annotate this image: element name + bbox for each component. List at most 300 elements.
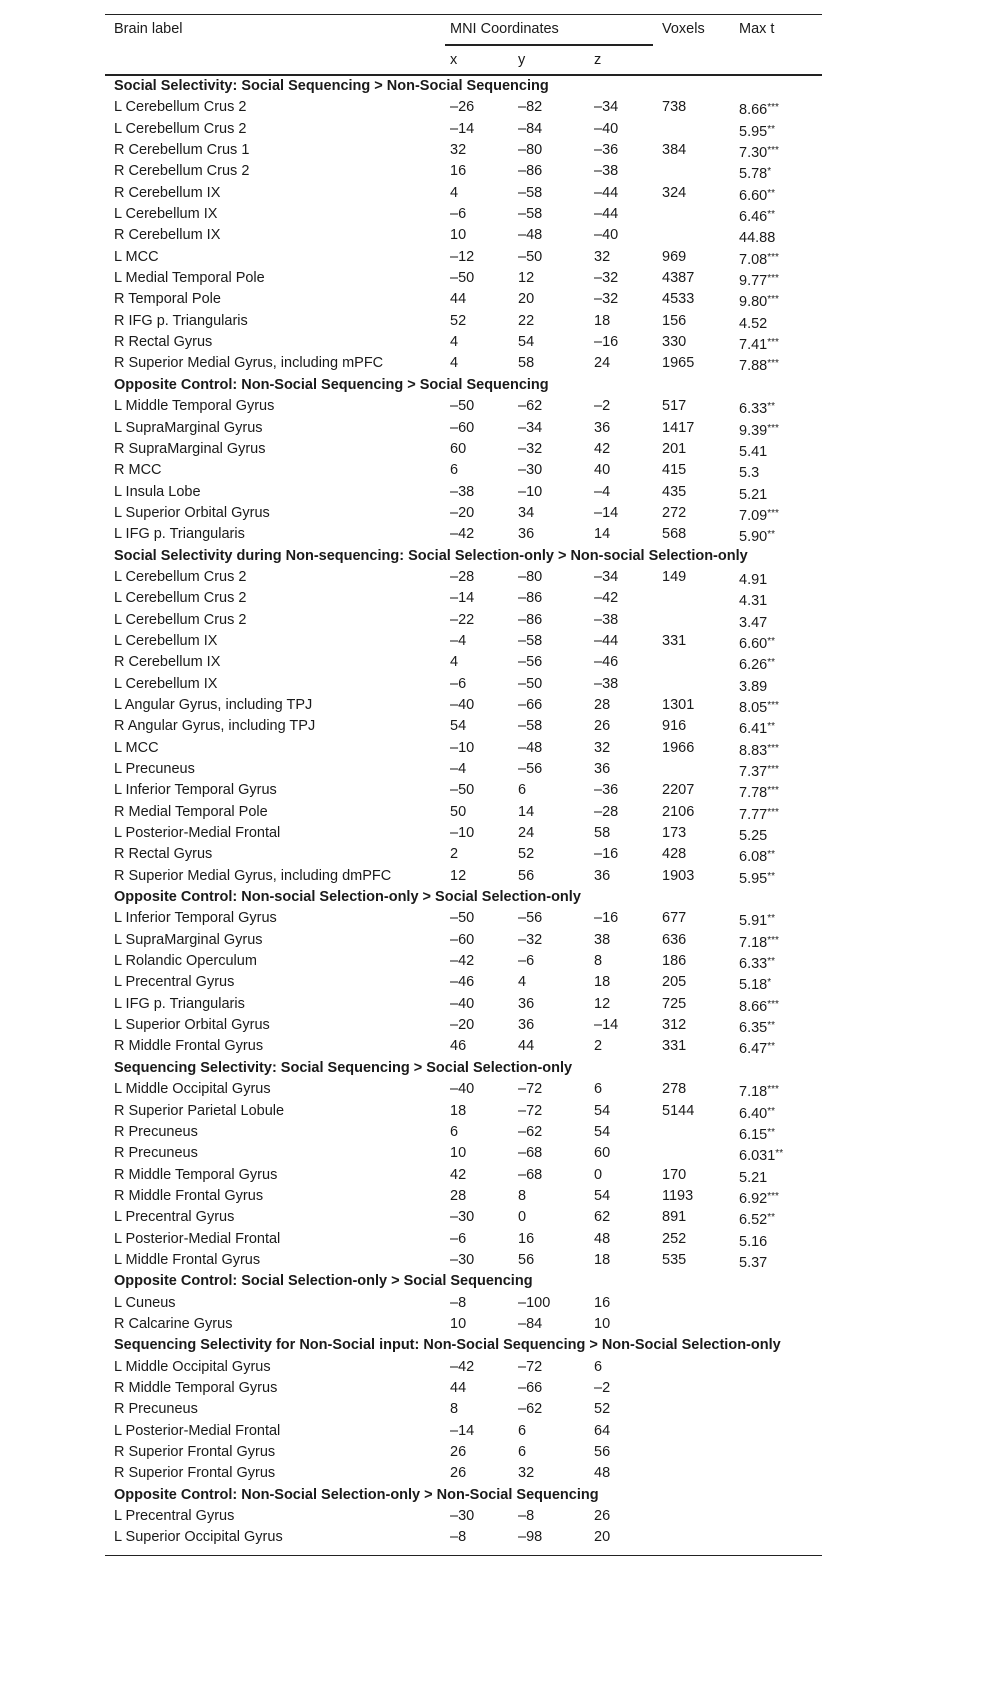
table-row — [105, 1101, 822, 1122]
voxels-cell: 149 — [662, 568, 687, 585]
y-coordinate-cell: –72 — [518, 1358, 543, 1375]
y-coordinate-cell: 44 — [518, 1038, 535, 1055]
table-row — [105, 247, 822, 268]
voxels-cell: 517 — [662, 398, 687, 415]
max-t-value: 7.09 — [739, 507, 768, 524]
x-coordinate-cell: 52 — [450, 312, 467, 329]
table-row — [105, 353, 822, 374]
x-coordinate-cell: 26 — [450, 1465, 467, 1482]
x-coordinate-cell: 44 — [450, 1379, 467, 1396]
x-coordinate-cell: –26 — [450, 99, 475, 116]
z-coordinate-cell: 18 — [594, 974, 611, 991]
brain-label-cell: L MCC — [114, 739, 159, 756]
table-row — [105, 332, 822, 353]
mni-underline — [445, 44, 653, 46]
voxels-cell: 1417 — [662, 419, 695, 436]
brain-label-cell: L Medial Temporal Pole — [114, 270, 265, 287]
z-coordinate-cell: 6 — [594, 1081, 603, 1098]
z-coordinate-cell: –44 — [594, 206, 619, 223]
brain-label-cell: R Medial Temporal Pole — [114, 803, 268, 820]
x-coordinate-cell: 32 — [450, 142, 467, 159]
z-coordinate-cell: –34 — [594, 99, 619, 116]
x-coordinate-cell: 2 — [450, 846, 459, 863]
x-coordinate-cell: –40 — [450, 1081, 475, 1098]
brain-label-cell: R Superior Frontal Gyrus — [114, 1465, 276, 1482]
voxels-cell: 415 — [662, 462, 687, 479]
section-header-row — [105, 76, 822, 97]
z-coordinate-cell: 26 — [594, 1508, 611, 1525]
brain-label-cell: L Superior Orbital Gyrus — [114, 1017, 270, 1034]
section-header-row — [105, 375, 822, 396]
voxels-cell: 5144 — [662, 1102, 695, 1119]
x-coordinate-cell: –50 — [450, 782, 475, 799]
table-row — [105, 908, 822, 929]
brain-label-cell: L Cerebellum IX — [114, 206, 218, 223]
voxels-cell: 384 — [662, 142, 687, 159]
max-t-value: 5.21 — [739, 486, 768, 503]
voxels-cell: 278 — [662, 1081, 687, 1098]
section-title: Opposite Control: Non-Social Sequencing > Social Sequencing — [114, 376, 549, 393]
x-coordinate-cell: –14 — [450, 590, 475, 607]
z-coordinate-cell: 56 — [594, 1444, 611, 1460]
table-row — [105, 204, 822, 225]
section-title: Social Selectivity: Social Sequencing > Non-Social Sequencing — [114, 78, 549, 94]
max-t-value: 5.21 — [739, 1169, 768, 1186]
significance-stars: *** — [767, 785, 779, 797]
brain-label-cell: R Precuneus — [114, 1401, 198, 1418]
significance-stars: *** — [767, 998, 779, 1010]
brain-label-cell: L Superior Occipital Gyrus — [114, 1529, 283, 1546]
y-coordinate-cell: –68 — [518, 1166, 543, 1183]
table-row — [105, 183, 822, 204]
z-coordinate-cell: –2 — [594, 1379, 611, 1396]
x-coordinate-cell: –50 — [450, 910, 475, 927]
z-coordinate-cell: 54 — [594, 1123, 611, 1140]
brain-label-cell: L Posterior-Medial Frontal — [114, 825, 281, 842]
x-coordinate-cell: –42 — [450, 526, 475, 543]
y-coordinate-cell: 32 — [518, 1465, 535, 1482]
voxels-cell: 677 — [662, 910, 687, 927]
significance-stars: *** — [767, 294, 779, 306]
z-coordinate-cell: 52 — [594, 1401, 611, 1418]
section-header-row — [105, 1271, 822, 1292]
table-row — [105, 1143, 822, 1164]
z-coordinate-cell: –44 — [594, 184, 619, 201]
x-coordinate-cell: –42 — [450, 953, 475, 970]
z-coordinate-cell: –36 — [594, 142, 619, 159]
z-coordinate-cell: –4 — [594, 483, 611, 500]
voxels-cell: 156 — [662, 312, 687, 329]
x-coordinate-cell: –60 — [450, 931, 475, 948]
max-t-value: 5.78 — [739, 166, 768, 183]
y-coordinate-cell: 58 — [518, 355, 535, 372]
voxels-cell: 428 — [662, 846, 687, 863]
section-header-row — [105, 1058, 822, 1079]
y-coordinate-cell: –72 — [518, 1102, 543, 1119]
z-coordinate-cell: 18 — [594, 312, 611, 329]
table-row — [105, 1421, 822, 1442]
table-row — [105, 1186, 822, 1207]
y-coordinate-cell: –84 — [518, 1315, 543, 1332]
brain-label-cell: R IFG p. Triangularis — [114, 312, 248, 329]
y-coordinate-cell: –8 — [518, 1508, 535, 1525]
z-coordinate-cell: 18 — [594, 1251, 611, 1268]
table-row — [105, 140, 822, 161]
max-t-value: 5.95 — [739, 123, 768, 140]
voxels-cell: 2207 — [662, 782, 695, 799]
table-row — [105, 951, 822, 972]
significance-stars: *** — [767, 699, 779, 711]
x-coordinate-cell: 54 — [450, 718, 467, 735]
max-t-value: 3.89 — [739, 678, 768, 695]
brain-label-cell: L Posterior-Medial Frontal — [114, 1422, 281, 1439]
max-t-value: 5.90 — [739, 529, 768, 546]
x-coordinate-cell: –8 — [450, 1294, 467, 1311]
z-coordinate-cell: –38 — [594, 675, 619, 692]
table-row — [105, 311, 822, 332]
max-t-value: 6.15 — [739, 1126, 768, 1143]
section-header-row — [105, 887, 822, 908]
y-coordinate-cell: –50 — [518, 248, 543, 265]
y-coordinate-cell: 6 — [518, 1444, 527, 1460]
x-coordinate-cell: –30 — [450, 1209, 475, 1226]
header-brain-label: Brain label — [114, 21, 183, 37]
header-max-t: Max t — [739, 21, 775, 37]
max-t-value: 8.66 — [739, 102, 768, 119]
y-coordinate-cell: –100 — [518, 1294, 551, 1311]
max-t-value: 5.16 — [739, 1233, 768, 1250]
brain-label-cell: R Calcarine Gyrus — [114, 1315, 233, 1332]
max-t-value: 7.30 — [739, 145, 768, 162]
brain-label-cell: L IFG p. Triangularis — [114, 526, 245, 543]
z-coordinate-cell: 58 — [594, 825, 611, 842]
y-coordinate-cell: –58 — [518, 718, 543, 735]
max-t-value: 7.41 — [739, 337, 768, 354]
z-coordinate-cell: –36 — [594, 782, 619, 799]
z-coordinate-cell: 60 — [594, 1145, 611, 1162]
brain-label-cell: L Cerebellum IX — [114, 632, 218, 649]
y-coordinate-cell: 56 — [518, 1251, 535, 1268]
y-coordinate-cell: –58 — [518, 206, 543, 223]
y-coordinate-cell: –56 — [518, 910, 543, 927]
x-coordinate-cell: 10 — [450, 1315, 467, 1332]
z-coordinate-cell: –14 — [594, 504, 619, 521]
table-row — [105, 930, 822, 951]
y-coordinate-cell: –56 — [518, 761, 543, 777]
y-coordinate-cell: 20 — [518, 291, 535, 308]
table-row — [105, 1293, 822, 1314]
section-title: Opposite Control: Non-Social Selection-only > Non-Social Sequencing — [114, 1486, 599, 1503]
z-coordinate-cell: 62 — [594, 1209, 611, 1226]
table-row — [105, 1399, 822, 1420]
x-coordinate-cell: 4 — [450, 334, 459, 351]
x-coordinate-cell: 10 — [450, 227, 467, 244]
voxels-cell: 2106 — [662, 803, 695, 820]
header-z: z — [594, 52, 602, 68]
max-t-value: 9.80 — [739, 294, 768, 311]
brain-label-cell: R Superior Medial Gyrus, including dmPFC — [114, 867, 392, 884]
table-bottom-rule — [105, 1555, 822, 1556]
z-coordinate-cell: 8 — [594, 953, 603, 970]
significance-stars: ** — [767, 209, 776, 221]
significance-stars: ** — [767, 956, 776, 968]
significance-stars: * — [767, 977, 772, 989]
x-coordinate-cell: 6 — [450, 1123, 459, 1140]
table-row — [105, 396, 822, 417]
x-coordinate-cell: –14 — [450, 1422, 475, 1439]
table-row — [105, 1506, 822, 1527]
brain-label-cell: L Cerebellum Crus 2 — [114, 568, 247, 585]
significance-stars: ** — [767, 1212, 776, 1224]
section-title: Opposite Control: Non-social Selection-only > Social Selection-only — [114, 889, 581, 906]
table-row — [105, 972, 822, 993]
brain-label-cell: R Precuneus — [114, 1123, 198, 1140]
max-t-value: 7.18 — [739, 1084, 768, 1101]
brain-label-cell: L Cerebellum IX — [114, 675, 218, 692]
table-row — [105, 225, 822, 246]
significance-stars: ** — [767, 187, 776, 199]
voxels-cell: 173 — [662, 825, 687, 842]
voxels-cell: 272 — [662, 504, 687, 521]
x-coordinate-cell: –22 — [450, 611, 475, 628]
x-coordinate-cell: 4 — [450, 654, 459, 671]
table-body — [105, 76, 822, 1549]
x-coordinate-cell: –46 — [450, 974, 475, 991]
brain-label-cell: L Precentral Gyrus — [114, 1209, 235, 1226]
y-coordinate-cell: –48 — [518, 227, 543, 244]
significance-stars: *** — [767, 422, 779, 434]
x-coordinate-cell: –28 — [450, 568, 475, 585]
y-coordinate-cell: 14 — [518, 803, 535, 820]
table-row — [105, 674, 822, 695]
section-header-row — [105, 546, 822, 567]
max-t-value: 8.05 — [739, 699, 768, 716]
y-coordinate-cell: 36 — [518, 526, 535, 543]
voxels-cell: 312 — [662, 1017, 687, 1034]
y-coordinate-cell: 12 — [518, 270, 535, 287]
brain-label-cell: R Superior Frontal Gyrus — [114, 1444, 276, 1460]
significance-stars: ** — [767, 1020, 776, 1032]
max-t-value: 5.91 — [739, 913, 768, 930]
table-row — [105, 759, 822, 780]
z-coordinate-cell: 40 — [594, 462, 611, 479]
z-coordinate-cell: 24 — [594, 355, 611, 372]
brain-label-cell: L Precentral Gyrus — [114, 1508, 235, 1525]
section-header-row — [105, 1485, 822, 1506]
x-coordinate-cell: –12 — [450, 248, 475, 265]
z-coordinate-cell: 36 — [594, 867, 611, 884]
brain-label-cell: L Middle Frontal Gyrus — [114, 1251, 261, 1268]
table-row — [105, 482, 822, 503]
max-t-value: 4.52 — [739, 315, 768, 332]
max-t-value: 4.31 — [739, 593, 768, 610]
significance-stars: *** — [767, 273, 779, 285]
x-coordinate-cell: –20 — [450, 1017, 475, 1034]
max-t-value: 5.37 — [739, 1254, 768, 1271]
max-t-value: 9.39 — [739, 422, 768, 439]
table-row — [105, 1378, 822, 1399]
x-coordinate-cell: 12 — [450, 867, 467, 884]
y-coordinate-cell: 16 — [518, 1230, 535, 1247]
significance-stars: *** — [767, 764, 779, 775]
x-coordinate-cell: 60 — [450, 440, 467, 457]
voxels-cell: 969 — [662, 248, 687, 265]
max-t-value: 7.18 — [739, 934, 768, 951]
x-coordinate-cell: 46 — [450, 1038, 467, 1055]
y-coordinate-cell: –32 — [518, 440, 543, 457]
brain-label-cell: L MCC — [114, 248, 159, 265]
header-x: x — [450, 52, 458, 68]
significance-stars: *** — [767, 1190, 779, 1202]
brain-label-cell: R Cerebellum IX — [114, 184, 221, 201]
x-coordinate-cell: –14 — [450, 120, 475, 137]
table-top-rule — [105, 14, 822, 15]
section-title: Opposite Control: Social Selection-only > Social Sequencing — [114, 1273, 533, 1290]
table-row — [105, 1036, 822, 1057]
z-coordinate-cell: 6 — [594, 1358, 603, 1375]
max-t-value: 6.60 — [739, 635, 768, 652]
significance-stars: ** — [767, 635, 776, 647]
y-coordinate-cell: –98 — [518, 1529, 543, 1546]
significance-stars: ** — [767, 123, 776, 135]
y-coordinate-cell: –66 — [518, 1379, 543, 1396]
brain-label-cell: L Middle Occipital Gyrus — [114, 1358, 271, 1375]
section-title: Social Selectivity during Non-sequencing: Social Selection-only > Non-social Selection-only — [114, 547, 748, 564]
voxels-cell: 331 — [662, 632, 687, 649]
brain-label-cell: L Inferior Temporal Gyrus — [114, 910, 277, 927]
x-coordinate-cell: –50 — [450, 398, 475, 415]
brain-label-cell: L Middle Temporal Gyrus — [114, 398, 275, 415]
significance-stars: ** — [767, 870, 776, 882]
voxels-cell: 1965 — [662, 355, 695, 372]
brain-label-cell: R Rectal Gyrus — [114, 846, 213, 863]
brain-label-cell: R Precuneus — [114, 1145, 198, 1162]
brain-label-cell: L Insula Lobe — [114, 483, 201, 500]
max-t-value: 7.77 — [739, 806, 768, 823]
y-coordinate-cell: –80 — [518, 142, 543, 159]
y-coordinate-cell: 22 — [518, 312, 535, 329]
table-row — [105, 1165, 822, 1186]
z-coordinate-cell: 32 — [594, 248, 611, 265]
voxels-cell: 916 — [662, 718, 687, 735]
x-coordinate-cell: –4 — [450, 761, 467, 777]
max-t-value: 5.41 — [739, 443, 768, 460]
z-coordinate-cell: 54 — [594, 1187, 611, 1204]
table-row — [105, 631, 822, 652]
brain-label-cell: L SupraMarginal Gyrus — [114, 931, 263, 948]
brain-label-cell: R Middle Frontal Gyrus — [114, 1038, 264, 1055]
x-coordinate-cell: 28 — [450, 1187, 467, 1204]
max-t-value: 6.41 — [739, 721, 768, 738]
voxels-cell: 435 — [662, 483, 687, 500]
max-t-value: 8.83 — [739, 742, 768, 759]
z-coordinate-cell: 42 — [594, 440, 611, 457]
x-coordinate-cell: 44 — [450, 291, 467, 308]
brain-label-cell: R Middle Frontal Gyrus — [114, 1187, 264, 1204]
voxels-cell: 201 — [662, 440, 687, 457]
y-coordinate-cell: –58 — [518, 184, 543, 201]
y-coordinate-cell: 52 — [518, 846, 535, 863]
x-coordinate-cell: –40 — [450, 696, 475, 713]
table-row — [105, 1463, 822, 1484]
table-row — [105, 1015, 822, 1036]
y-coordinate-cell: –32 — [518, 931, 543, 948]
significance-stars: ** — [767, 721, 776, 733]
z-coordinate-cell: 10 — [594, 1315, 611, 1332]
y-coordinate-cell: –48 — [518, 739, 543, 756]
y-coordinate-cell: –72 — [518, 1081, 543, 1098]
z-coordinate-cell: –40 — [594, 227, 619, 244]
z-coordinate-cell: 26 — [594, 718, 611, 735]
significance-stars: *** — [767, 145, 779, 157]
y-coordinate-cell: –34 — [518, 419, 543, 436]
max-t-value: 5.18 — [739, 977, 768, 994]
voxels-cell: 738 — [662, 99, 687, 116]
x-coordinate-cell: –40 — [450, 995, 475, 1012]
max-t-value: 6.08 — [739, 849, 768, 866]
max-t-value: 5.25 — [739, 828, 768, 845]
brain-label-cell: L Angular Gyrus, including TPJ — [114, 696, 313, 713]
significance-stars: *** — [767, 1084, 779, 1096]
z-coordinate-cell: 48 — [594, 1230, 611, 1247]
significance-stars: *** — [767, 102, 779, 114]
header-voxels: Voxels — [662, 21, 705, 37]
max-t-value: 6.46 — [739, 209, 768, 226]
x-coordinate-cell: –10 — [450, 739, 475, 756]
brain-label-cell: L Precentral Gyrus — [114, 974, 235, 991]
x-coordinate-cell: –6 — [450, 1230, 467, 1247]
table-row — [105, 652, 822, 673]
z-coordinate-cell: 36 — [594, 419, 611, 436]
y-coordinate-cell: 36 — [518, 995, 535, 1012]
z-coordinate-cell: 38 — [594, 931, 611, 948]
y-coordinate-cell: 0 — [518, 1209, 527, 1226]
y-coordinate-cell: –68 — [518, 1145, 543, 1162]
max-t-value: 6.33 — [739, 401, 768, 418]
voxels-cell: 1301 — [662, 696, 695, 713]
x-coordinate-cell: –10 — [450, 825, 475, 842]
table-row — [105, 524, 822, 545]
table-row — [105, 780, 822, 801]
voxels-cell: 330 — [662, 334, 687, 351]
x-coordinate-cell: –42 — [450, 1358, 475, 1375]
significance-stars: ** — [767, 849, 776, 861]
max-t-value: 6.92 — [739, 1190, 768, 1207]
x-coordinate-cell: –30 — [450, 1251, 475, 1268]
z-coordinate-cell: 2 — [594, 1038, 603, 1055]
max-t-value: 7.88 — [739, 358, 768, 375]
y-coordinate-cell: –58 — [518, 632, 543, 649]
y-coordinate-cell: 4 — [518, 974, 527, 991]
significance-stars: *** — [767, 934, 779, 946]
significance-stars: * — [767, 166, 772, 178]
x-coordinate-cell: –6 — [450, 675, 467, 692]
significance-stars: *** — [767, 507, 779, 519]
section-header-row — [105, 1335, 822, 1356]
z-coordinate-cell: 28 — [594, 696, 611, 713]
table-row — [105, 1314, 822, 1335]
brain-label-cell: L Precuneus — [114, 761, 195, 777]
y-coordinate-cell: –86 — [518, 611, 543, 628]
significance-stars: ** — [767, 1041, 776, 1053]
brain-label-cell: L Inferior Temporal Gyrus — [114, 782, 277, 799]
x-coordinate-cell: 26 — [450, 1444, 467, 1460]
max-t-value: 6.26 — [739, 657, 768, 674]
z-coordinate-cell: –46 — [594, 654, 619, 671]
x-coordinate-cell: 4 — [450, 355, 459, 372]
table-row — [105, 1527, 822, 1548]
x-coordinate-cell: 10 — [450, 1145, 467, 1162]
